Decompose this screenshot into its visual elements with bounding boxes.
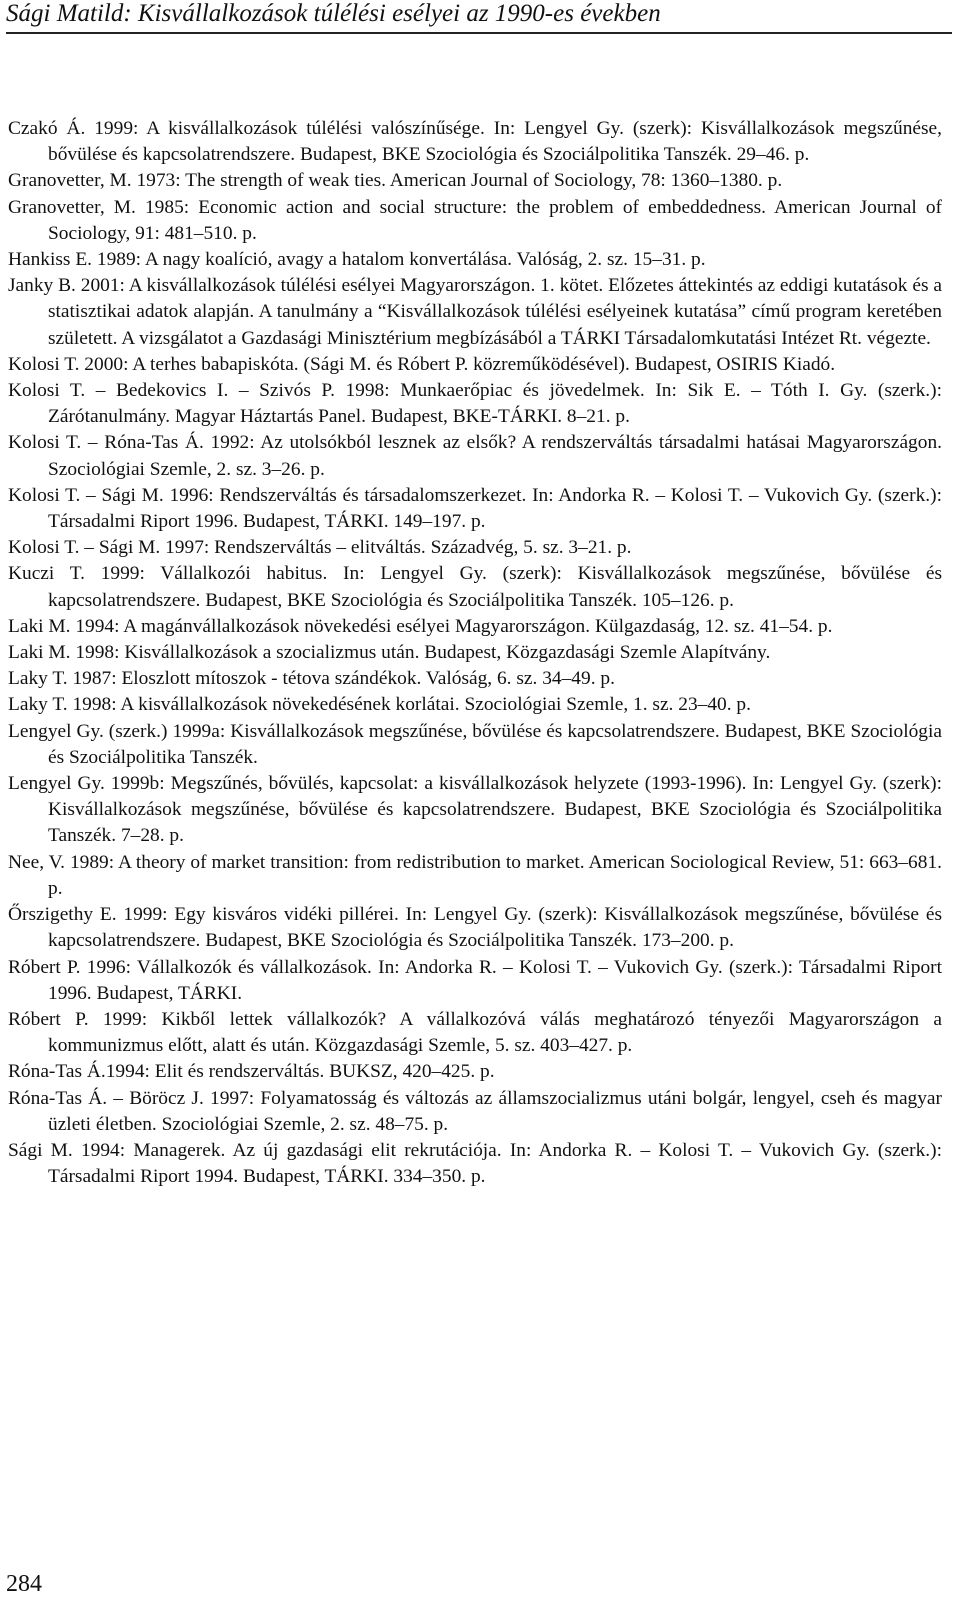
reference-entry: Kolosi T. – Bedekovics I. – Szivós P. 1998: Munkaerőpiac és jövedelmek. In: Sik E. – Tóth I. Gy. (szerk.): Zárótanulmány. Magyar Háztartás Panel. Budapest, BKE-TÁRKI. 8–21. p. bbox=[8, 380, 942, 428]
reference-entry: Sági M. 1994: Managerek. Az új gazdasági elit rekrutációja. In: Andorka R. – Kolosi T. – Vukovich Gy. (szerk.): Társadalmi Riport 1994. Budapest, TÁRKI. 334–350. p. bbox=[8, 1139, 942, 1188]
reference-entry: Kolosi T. – Sági M. 1997: Rendszerváltás – elitváltás. Századvég, 5. sz. 3–21. p. bbox=[8, 537, 632, 559]
reference-entry: Róbert P. 1999: Kikből lettek vállalkozók? A vállalkozóvá válás meghatározó tényezői Magyarországon a kommunizmus előtt, alatt és után. Közgazdasági Szemle, 5. sz. 403–427. p. bbox=[8, 1008, 942, 1057]
reference-entry: Janky B. 2001: A kisvállalkozások túlélési esélyei Magyarországon. 1. kötet. Előzetes áttekintés az eddigi kutatások és a statisztikai adatok alapján. A tanulmány a “Kisvállalkozások túlélési esélyeinek kutatása” című program keretében született. A vizsgálatot a Gazdasági Minisztérium megbízásából a TÁRKI Társadalomkutatási Intézet Rt. végezte. bbox=[8, 275, 942, 349]
page-number: 284 bbox=[6, 1571, 42, 1597]
reference-entry: Laki M. 1994: A magánvállalkozások növekedési esélyei Magyarországon. Külgazdaság, 12. sz. 41–54. p. bbox=[8, 615, 833, 637]
running-header: Sági Matild: Kisvállalkozások túlélési esélyei az 1990-es években bbox=[6, 0, 952, 34]
reference-entry: Czakó Á. 1999: A kisvállalkozások túlélési valószínűsége. In: Lengyel Gy. (szerk): Kisvállalkozások megszűnése, bővülése és kapcsolatrendszere. Budapest, BKE Szociológia és Szociálpolitika Tanszék. 29–46. p. bbox=[8, 118, 942, 166]
reference-entry: Laki M. 1998: Kisvállalkozások a szocializmus után. Budapest, Közgazdasági Szemle Alapítvány. bbox=[8, 642, 771, 664]
reference-entry: Kolosi T. 2000: A terhes babapiskóta. (Sági M. és Róbert P. közreműködésével). Budapest, OSIRIS Kiadó. bbox=[8, 353, 836, 375]
reference-entry: Kolosi T. – Sági M. 1996: Rendszerváltás és társadalomszerkezet. In: Andorka R. – Kolosi T. – Vukovich Gy. (szerk.): Társadalmi Riport 1996. Budapest, TÁRKI. 149–197. p. bbox=[8, 484, 942, 533]
reference-entry: Kuczi T. 1999: Vállalkozói habitus. In: Lengyel Gy. (szerk): Kisvállalkozások megszűnése, bővülése és kapcsolatrendszere. Budapest, BKE Szociológia és Szociálpolitika Tanszék. 105–126. p. bbox=[8, 563, 942, 611]
reference-entry: Róna-Tas Á. – Böröcz J. 1997: Folyamatosság és változás az államszocializmus utáni bolgár, lengyel, cseh és magyar üzleti életben. Szociológiai Szemle, 2. sz. 48–75. p. bbox=[8, 1087, 942, 1135]
reference-entry: Hankiss E. 1989: A nagy koalíció, avagy a hatalom konvertálása. Valóság, 2. sz. 15–31. p. bbox=[8, 249, 706, 271]
reference-entry: Laky T. 1998: A kisvállalkozások növekedésének korlátai. Szociológiai Szemle, 1. sz. 23–40. p. bbox=[8, 694, 751, 716]
reference-list bbox=[8, 116, 942, 1190]
reference-entry: Róbert P. 1996: Vállalkozók és vállalkozások. In: Andorka R. – Kolosi T. – Vukovich Gy. (szerk.): Társadalmi Riport 1996. Budapest, TÁRKI. bbox=[8, 956, 942, 1004]
reference-entry: Kolosi T. – Róna-Tas Á. 1992: Az utolsókból lesznek az elsők? A rendszerváltás társadalmi hatásai Magyarországon. Szociológiai Szemle, 2. sz. 3–26. p. bbox=[8, 432, 942, 480]
reference-entry: Laky T. 1987: Eloszlott mítoszok - tétova szándékok. Valóság, 6. sz. 34–49. p. bbox=[8, 668, 615, 690]
reference-entry: Őrszigethy E. 1999: Egy kisváros vidéki pillérei. In: Lengyel Gy. (szerk): Kisvállalkozások megszűnése, bővülése és kapcsolatrendszere. Budapest, BKE Szociológia és Szociálpolitika Tanszék. 173–200. p. bbox=[8, 904, 942, 952]
reference-entry: Granovetter, M. 1973: The strength of weak ties. American Journal of Sociology, 78: 1360–1380. p. bbox=[8, 170, 783, 192]
reference-entry: Lengyel Gy. (szerk.) 1999a: Kisvállalkozások megszűnése, bővülése és kapcsolatrendszere. Budapest, BKE Szociológia és Szociálpolitika Tanszék. bbox=[8, 720, 942, 768]
reference-entry: Granovetter, M. 1985: Economic action and social structure: the problem of embeddedness. American Journal of Sociology, 91: 481–510. p. bbox=[8, 196, 942, 244]
reference-entry: Lengyel Gy. 1999b: Megszűnés, bővülés, kapcsolat: a kisvállalkozások helyzete (1993-1996). In: Lengyel Gy. (szerk): Kisvállalkozások megszűnése, bővülése és kapcsolatrendszere. Budapest, BKE Szociológia és Szociálpolitika Tanszék. 7–28. p. bbox=[8, 773, 942, 847]
reference-entry: Róna-Tas Á.1994: Elit és rendszerváltás. BUKSZ, 420–425. p. bbox=[8, 1061, 495, 1083]
reference-entry: Nee, V. 1989: A theory of market transition: from redistribution to market. American Sociological Review, 51: 663–681. p. bbox=[8, 851, 942, 899]
